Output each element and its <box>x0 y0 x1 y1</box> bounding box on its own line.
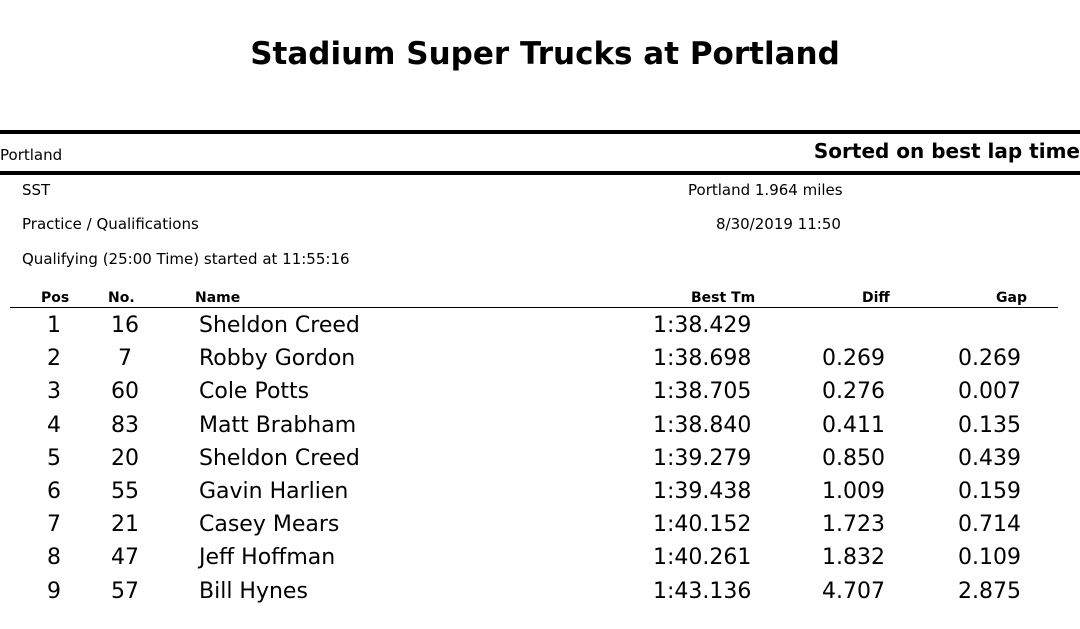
table-row <box>0 346 1080 379</box>
result-best-time: 1:38.698 <box>653 346 752 372</box>
table-row <box>0 413 1080 446</box>
top-divider <box>0 130 1080 134</box>
result-gap: 0.007 <box>958 379 1021 405</box>
result-position: 2 <box>47 346 61 372</box>
result-diff: 0.411 <box>822 412 885 438</box>
result-position: 8 <box>47 545 61 571</box>
series-label: SST <box>22 181 51 199</box>
session-datetime: 8/30/2019 11:50 <box>716 215 841 233</box>
result-best-time: 1:43.136 <box>653 578 752 604</box>
result-driver-name: Cole Potts <box>199 379 310 405</box>
column-header-no: No. <box>108 290 135 306</box>
result-gap: 0.109 <box>958 545 1021 571</box>
table-row <box>0 579 1080 612</box>
result-position: 7 <box>47 512 61 538</box>
table-row <box>0 446 1080 479</box>
result-car-number: 83 <box>111 412 139 438</box>
result-gap: 0.439 <box>958 445 1021 471</box>
table-row <box>0 545 1080 578</box>
result-car-number: 57 <box>111 578 139 604</box>
result-diff: 0.276 <box>822 379 885 405</box>
result-best-time: 1:38.429 <box>653 313 752 338</box>
result-driver-name: Bill Hynes <box>199 578 308 604</box>
result-best-time: 1:38.840 <box>653 412 752 438</box>
result-gap: 0.714 <box>958 512 1021 538</box>
result-diff: 4.707 <box>822 578 885 604</box>
result-best-time: 1:39.438 <box>653 479 752 504</box>
column-header-best: Best Tm <box>691 290 756 306</box>
table-row <box>0 479 1080 512</box>
column-header-diff: Diff <box>862 290 890 306</box>
result-diff: 1.832 <box>822 545 885 571</box>
column-header-divider <box>10 307 1058 308</box>
result-diff: 1.009 <box>822 479 885 504</box>
result-diff: 0.850 <box>822 445 885 471</box>
result-driver-name: Jeff Hoffman <box>199 545 336 571</box>
column-header-name: Name <box>195 290 241 306</box>
result-car-number: 55 <box>111 479 139 504</box>
result-gap: 0.269 <box>958 346 1021 372</box>
result-car-number: 47 <box>111 545 139 571</box>
result-driver-name: Sheldon Creed <box>199 313 360 338</box>
session-detail: Qualifying (25:00 Time) started at 11:55:16 <box>22 250 350 268</box>
column-header-gap: Gap <box>996 290 1027 306</box>
result-position: 1 <box>47 313 61 338</box>
sort-label: Sorted on best lap time <box>813 139 1080 163</box>
page-title: Stadium Super Trucks at Portland <box>250 36 840 72</box>
header-divider <box>0 171 1080 175</box>
table-row <box>0 512 1080 545</box>
column-header-pos: Pos <box>41 290 70 306</box>
result-position: 6 <box>47 479 61 504</box>
track-name: Portland <box>0 146 63 164</box>
result-best-time: 1:39.279 <box>653 445 752 471</box>
result-car-number: 16 <box>111 313 139 338</box>
table-row <box>0 313 1080 346</box>
result-driver-name: Matt Brabham <box>199 412 357 438</box>
result-car-number: 60 <box>111 379 139 405</box>
result-driver-name: Robby Gordon <box>199 346 356 372</box>
result-gap: 2.875 <box>958 578 1021 604</box>
result-gap: 0.135 <box>958 412 1021 438</box>
result-driver-name: Gavin Harlien <box>199 479 349 504</box>
result-car-number: 20 <box>111 445 139 471</box>
result-driver-name: Sheldon Creed <box>199 445 360 471</box>
session-type: Practice / Qualifications <box>22 215 199 233</box>
result-diff: 0.269 <box>822 346 885 372</box>
result-position: 5 <box>47 445 61 471</box>
result-car-number: 21 <box>111 512 139 538</box>
result-driver-name: Casey Mears <box>199 512 340 538</box>
track-length: Portland 1.964 miles <box>688 181 843 199</box>
result-position: 9 <box>47 578 61 604</box>
result-position: 4 <box>47 412 61 438</box>
result-gap: 0.159 <box>958 479 1021 504</box>
table-row <box>0 379 1080 412</box>
result-diff: 1.723 <box>822 512 885 538</box>
result-car-number: 7 <box>118 346 132 372</box>
result-position: 3 <box>47 379 61 405</box>
result-best-time: 1:40.152 <box>653 512 752 538</box>
result-best-time: 1:38.705 <box>653 379 752 405</box>
result-best-time: 1:40.261 <box>653 545 752 571</box>
